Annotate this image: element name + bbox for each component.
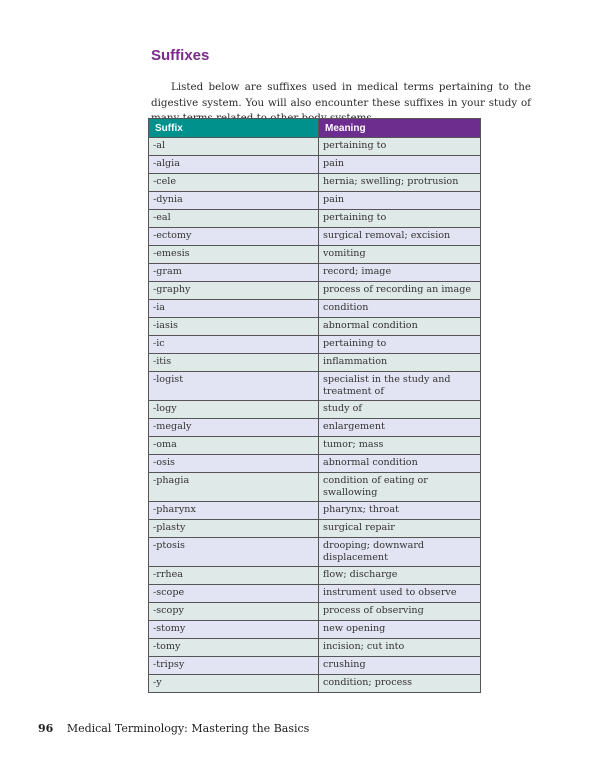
suffix-cell: -plasty	[149, 520, 319, 538]
suffix-cell: -megaly	[149, 419, 319, 437]
suffix-cell: -logy	[149, 401, 319, 419]
meaning-cell: process of observing	[319, 603, 481, 621]
meaning-cell: condition	[319, 300, 481, 318]
table-body	[149, 138, 481, 693]
suffix-cell: -tripsy	[149, 657, 319, 675]
meaning-cell: pain	[319, 156, 481, 174]
meaning-cell: enlargement	[319, 419, 481, 437]
meaning-cell: abnormal condition	[319, 455, 481, 473]
table-row	[149, 300, 481, 318]
suffix-cell: -tomy	[149, 639, 319, 657]
table-row	[149, 538, 481, 567]
table-row	[149, 354, 481, 372]
table-row	[149, 455, 481, 473]
meaning-cell: surgical removal; excision	[319, 228, 481, 246]
meaning-cell: vomiting	[319, 246, 481, 264]
suffix-cell: -al	[149, 138, 319, 156]
suffix-cell: -stomy	[149, 621, 319, 639]
suffix-cell: -gram	[149, 264, 319, 282]
table-row	[149, 585, 481, 603]
suffix-cell: -phagia	[149, 473, 319, 502]
suffix-cell: -cele	[149, 174, 319, 192]
table-row	[149, 419, 481, 437]
suffix-cell: -oma	[149, 437, 319, 455]
suffix-cell: -ectomy	[149, 228, 319, 246]
meaning-cell: hernia; swelling; protrusion	[319, 174, 481, 192]
header-meaning: Meaning	[319, 119, 481, 138]
meaning-cell: study of	[319, 401, 481, 419]
suffix-cell: -itis	[149, 354, 319, 372]
table-row	[149, 502, 481, 520]
table-row	[149, 336, 481, 354]
meaning-cell: instrument used to observe	[319, 585, 481, 603]
table-row	[149, 318, 481, 336]
meaning-cell: process of recording an image	[319, 282, 481, 300]
table-row	[149, 282, 481, 300]
suffix-cell: -scope	[149, 585, 319, 603]
meaning-cell: pain	[319, 192, 481, 210]
table-row	[149, 264, 481, 282]
intro-paragraph: Listed below are suffixes used in medical terms pertaining to the digestive system. You will also encounter these suffixes in your study of	[151, 81, 531, 109]
table-row	[149, 192, 481, 210]
suffix-cell: -y	[149, 675, 319, 693]
suffix-cell: -logist	[149, 372, 319, 401]
book-title: Medical Terminology: Mastering the Basics	[66, 722, 310, 735]
meaning-cell: pertaining to	[319, 138, 481, 156]
suffix-cell: -rrhea	[149, 567, 319, 585]
table-row	[149, 675, 481, 693]
meaning-cell: incision; cut into	[319, 639, 481, 657]
table-row	[149, 156, 481, 174]
meaning-cell: condition; process	[319, 675, 481, 693]
meaning-cell: pharynx; throat	[319, 502, 481, 520]
table-row	[149, 372, 481, 401]
table-row	[149, 246, 481, 264]
table-row	[149, 138, 481, 156]
suffix-cell: -dynia	[149, 192, 319, 210]
suffix-cell: -eal	[149, 210, 319, 228]
meaning-cell: surgical repair	[319, 520, 481, 538]
table-header-row	[149, 119, 481, 138]
meaning-cell: pertaining to	[319, 336, 481, 354]
suffix-cell: -graphy	[149, 282, 319, 300]
meaning-cell: drooping; downward displacement	[319, 538, 481, 567]
meaning-cell: pertaining to	[319, 210, 481, 228]
suffix-cell: -pharynx	[149, 502, 319, 520]
meaning-cell: abnormal condition	[319, 318, 481, 336]
table-row	[149, 437, 481, 455]
suffix-cell: -ic	[149, 336, 319, 354]
table-row	[149, 473, 481, 502]
page-footer	[38, 722, 309, 735]
table-row	[149, 657, 481, 675]
suffix-cell: -osis	[149, 455, 319, 473]
suffix-cell: -ptosis	[149, 538, 319, 567]
meaning-cell: specialist in the study and treatment of	[319, 372, 481, 401]
suffix-cell: -iasis	[149, 318, 319, 336]
suffix-cell: -ia	[149, 300, 319, 318]
meaning-cell: condition of eating or swallowing	[319, 473, 481, 502]
suffix-table	[148, 118, 481, 693]
table-row	[149, 567, 481, 585]
suffix-cell: -algia	[149, 156, 319, 174]
table-row	[149, 621, 481, 639]
table-row	[149, 210, 481, 228]
table-row	[149, 639, 481, 657]
table-row	[149, 401, 481, 419]
table-row	[149, 603, 481, 621]
suffix-cell: -emesis	[149, 246, 319, 264]
meaning-cell: flow; discharge	[319, 567, 481, 585]
meaning-cell: inflammation	[319, 354, 481, 372]
meaning-cell: crushing	[319, 657, 481, 675]
meaning-cell: record; image	[319, 264, 481, 282]
page-number: 96	[38, 722, 54, 735]
table-row	[149, 520, 481, 538]
meaning-cell: new opening	[319, 621, 481, 639]
section-heading: Suffixes	[151, 47, 210, 64]
table-row	[149, 174, 481, 192]
table-row	[149, 228, 481, 246]
meaning-cell: tumor; mass	[319, 437, 481, 455]
header-suffix: Suffix	[149, 119, 319, 138]
suffix-cell: -scopy	[149, 603, 319, 621]
